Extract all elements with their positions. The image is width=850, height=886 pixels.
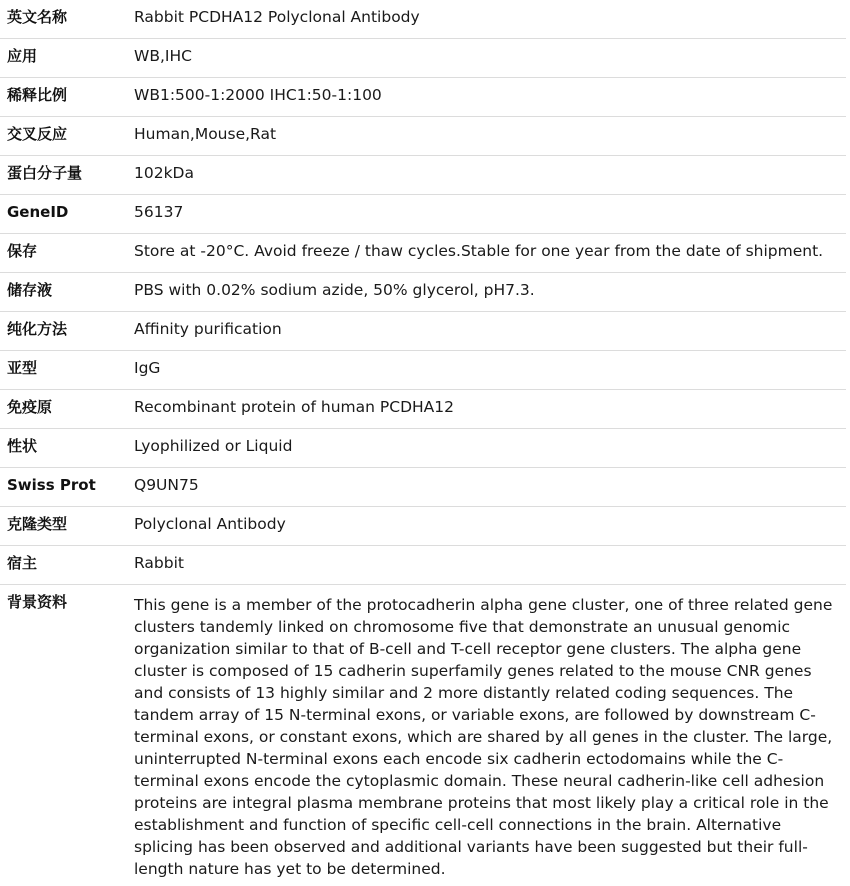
spec-value: WB1:500-1:2000 IHC1:50-1:100 xyxy=(126,78,846,117)
spec-value: IgG xyxy=(126,351,846,390)
spec-key: 纯化方法 xyxy=(0,312,126,351)
spec-key: 储存液 xyxy=(0,273,126,312)
spec-row-application xyxy=(0,39,846,78)
spec-key: 性状 xyxy=(0,429,126,468)
spec-key: 宿主 xyxy=(0,546,126,585)
spec-value: Lyophilized or Liquid xyxy=(126,429,846,468)
spec-key: 蛋白分子量 xyxy=(0,156,126,195)
spec-row-clonality xyxy=(0,507,846,546)
spec-key: 亚型 xyxy=(0,351,126,390)
spec-value: WB,IHC xyxy=(126,39,846,78)
spec-value: Q9UN75 xyxy=(126,468,846,507)
spec-key: 背景资料 xyxy=(0,585,126,886)
spec-value: Rabbit PCDHA12 Polyclonal Antibody xyxy=(126,0,846,39)
spec-key: GeneID xyxy=(0,195,126,234)
spec-value: Store at -20°C. Avoid freeze / thaw cycles.Stable for one year from the date of shipment. xyxy=(126,234,846,273)
spec-value: Human,Mouse,Rat xyxy=(126,117,846,156)
spec-value-background: This gene is a member of the protocadherin alpha gene cluster, one of three related gene clusters tandemly linked on chromosome five that demonstrate an unusual genomic organization similar to that of B-cell and T-cell receptor gene clusters. The alpha gene cluster is composed of 15 cadherin superfamily genes related to the mouse CNR genes and consists of 13 highly similar and 2 more distantly related coding sequences. The tandem array of 15 N-terminal exons, or variable exons, are followed by downstream C-terminal exons, or constant exons, which are shared by all genes in the cluster. The large, uninterrupted N-terminal exons each encode six cadherin ectodomains while the C-terminal exons encode the cytoplasmic domain. These neural cadherin-like cell adhesion proteins are integral plasma membrane proteins that most likely play a critical role in the establishment and function of specific cell-cell connections in the brain. Alternative splicing has been observed and additional variants have been suggested but their full-length nature has yet to be determined. xyxy=(126,585,846,886)
spec-key: 克隆类型 xyxy=(0,507,126,546)
spec-value: Polyclonal Antibody xyxy=(126,507,846,546)
spec-row-immunogen xyxy=(0,390,846,429)
spec-row-english-name xyxy=(0,0,846,39)
spec-row-dilution xyxy=(0,78,846,117)
spec-row-storage xyxy=(0,234,846,273)
spec-row-host xyxy=(0,546,846,585)
spec-key: Swiss Prot xyxy=(0,468,126,507)
spec-row-form xyxy=(0,429,846,468)
spec-value: Rabbit xyxy=(126,546,846,585)
spec-row-purification xyxy=(0,312,846,351)
spec-key: 稀释比例 xyxy=(0,78,126,117)
spec-row-cross-reactivity xyxy=(0,117,846,156)
spec-value: PBS with 0.02% sodium azide, 50% glycerol, pH7.3. xyxy=(126,273,846,312)
spec-row-gene-id xyxy=(0,195,846,234)
spec-row-storage-buffer xyxy=(0,273,846,312)
spec-value: Recombinant protein of human PCDHA12 xyxy=(126,390,846,429)
spec-key: 免疫原 xyxy=(0,390,126,429)
spec-key: 交叉反应 xyxy=(0,117,126,156)
spec-key: 英文名称 xyxy=(0,0,126,39)
spec-value: 56137 xyxy=(126,195,846,234)
spec-value: 102kDa xyxy=(126,156,846,195)
spec-key: 保存 xyxy=(0,234,126,273)
spec-value: Affinity purification xyxy=(126,312,846,351)
spec-row-molecular-weight xyxy=(0,156,846,195)
spec-row-swiss-prot xyxy=(0,468,846,507)
spec-row-isotype xyxy=(0,351,846,390)
spec-row-background xyxy=(0,585,846,886)
spec-key: 应用 xyxy=(0,39,126,78)
